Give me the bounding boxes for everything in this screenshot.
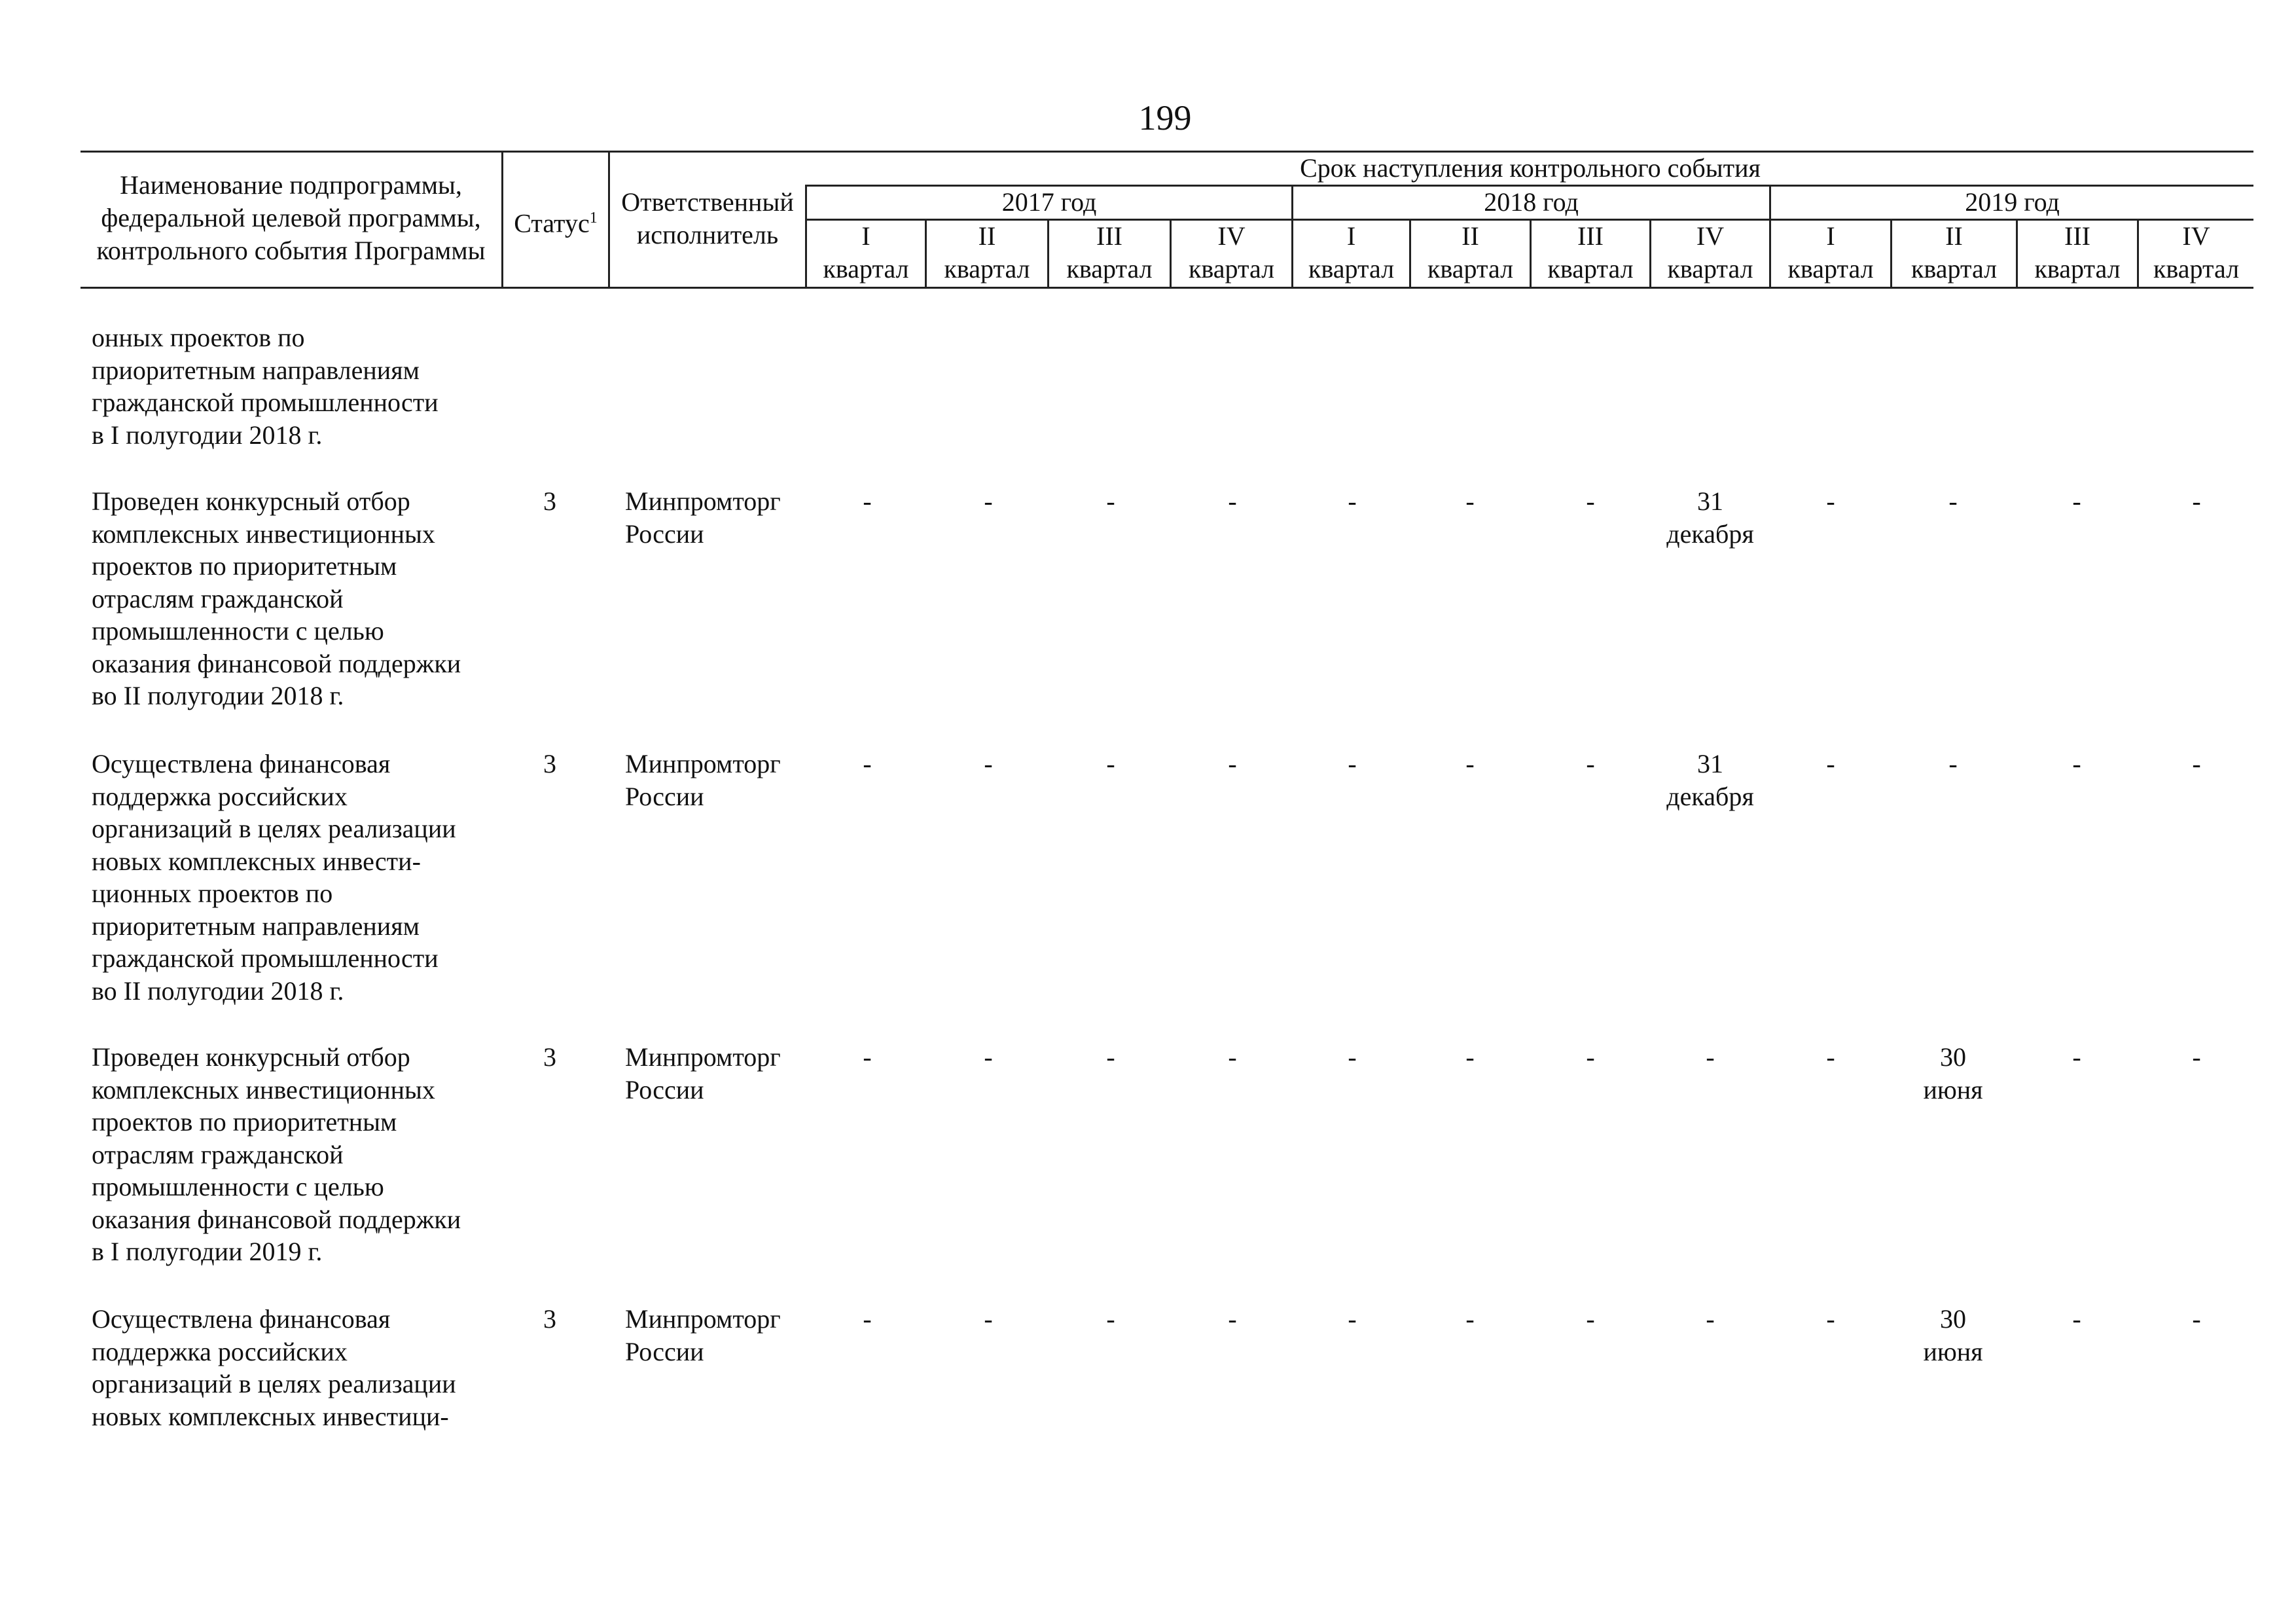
quarter-value: - — [1826, 486, 1835, 516]
quarter-value: - — [863, 1304, 872, 1334]
quarter-value: - — [2072, 1042, 2081, 1072]
quarter-word: квартал — [1787, 254, 1874, 283]
header-status-footnote: 1 — [589, 210, 598, 227]
quarter-value: - — [1465, 486, 1475, 516]
quarter-word: квартал — [1667, 254, 1753, 283]
quarter-value: - — [1465, 749, 1475, 778]
quarter-numeral: III — [1577, 221, 1604, 251]
quarter-numeral: III — [1096, 221, 1122, 251]
quarter-numeral: IV — [1696, 221, 1725, 251]
quarter-value: - — [984, 1304, 993, 1334]
quarter-value: - — [1706, 1304, 1715, 1334]
quarter-value: - — [1228, 1304, 1237, 1334]
quarter-value: - — [863, 1042, 872, 1072]
event-name: Осуществлена финансовая поддержка российских организаций в целях реализации новых комплексных инвестици- — [92, 1304, 456, 1431]
event-name: онных проектов по приоритетным направлениям гражданской промышленности в I полугодии 2018 г. — [92, 323, 439, 450]
quarter-value: - — [1948, 486, 1958, 516]
quarter-value: - — [2192, 1042, 2201, 1072]
quarter-value: - — [2072, 1304, 2081, 1334]
quarter-header — [1651, 220, 1769, 285]
quarter-numeral: II — [978, 221, 996, 251]
quarter-value: - — [2192, 749, 2201, 778]
quarter-value: - — [1826, 1304, 1835, 1334]
quarter-numeral: IV — [1217, 221, 1246, 251]
event-executor: Минпромторг России — [625, 1042, 781, 1104]
quarter-value: - — [1586, 1042, 1595, 1072]
quarter-word: квартал — [1910, 254, 1998, 283]
quarter-word: квартал — [2153, 254, 2240, 283]
quarter-value: 30 июня — [1923, 1304, 1983, 1366]
quarter-header — [2018, 220, 2137, 285]
event-status: 3 — [543, 749, 556, 778]
quarter-value: - — [863, 486, 872, 516]
quarter-header — [1411, 220, 1530, 285]
quarter-value: - — [1106, 1304, 1115, 1334]
header-status-label: Статус — [514, 208, 590, 238]
header-name-column: Наименование подпрограммы, федеральной целевой программы, контрольного события Программы — [96, 170, 486, 265]
quarter-value: - — [1228, 486, 1237, 516]
quarter-value: 31 декабря — [1666, 749, 1754, 811]
quarter-value: - — [1826, 1042, 1835, 1072]
header-year-2018: 2018 год — [1484, 187, 1579, 217]
quarter-value: - — [1586, 1304, 1595, 1334]
quarter-word: квартал — [944, 254, 1030, 283]
event-executor: Минпромторг России — [625, 749, 781, 811]
quarter-value: - — [2192, 1304, 2201, 1334]
quarter-value: - — [1586, 749, 1595, 778]
quarter-value: - — [1706, 1042, 1715, 1072]
quarter-value: - — [1228, 749, 1237, 778]
quarter-value: - — [1348, 1304, 1357, 1334]
quarter-value: - — [1106, 1042, 1115, 1072]
quarter-word: квартал — [1066, 254, 1153, 283]
quarter-header — [1771, 220, 1890, 285]
quarter-value: - — [863, 749, 872, 778]
quarter-word: квартал — [2034, 254, 2121, 283]
quarter-header — [807, 220, 925, 285]
quarter-word: квартал — [1427, 254, 1514, 283]
quarter-header — [1049, 220, 1170, 285]
quarter-word: квартал — [1188, 254, 1275, 283]
quarter-numeral: II — [1462, 221, 1479, 251]
quarter-value: - — [2072, 486, 2081, 516]
event-name: Проведен конкурсный отбор комплексных инвестиционных проектов по приоритетным отраслям гражданской промышленности с целью оказания финансовой поддержки во II полугодии 2018 г. — [92, 486, 461, 710]
quarter-value: - — [1348, 1042, 1357, 1072]
page-number: 199 — [1138, 98, 1192, 137]
quarter-value: - — [1348, 486, 1357, 516]
header-status-column — [503, 202, 608, 240]
quarter-value: - — [1106, 486, 1115, 516]
header-deadline: Срок наступления контрольного события — [1300, 153, 1761, 183]
quarter-numeral: I — [1826, 221, 1835, 251]
quarter-numeral: IV — [2182, 221, 2210, 251]
event-status: 3 — [543, 486, 556, 516]
event-executor: Минпромторг России — [625, 486, 781, 549]
event-name: Осуществлена финансовая поддержка российских организаций в целях реализации новых комплексных инвести- ционных проектов по приоритетным направлениям гражданской промышленности во II полугодии 2018 г. — [92, 749, 456, 1006]
quarter-value: - — [1948, 749, 1958, 778]
quarter-word: квартал — [1308, 254, 1395, 283]
quarter-word: квартал — [823, 254, 909, 283]
quarter-value: - — [1465, 1042, 1475, 1072]
quarter-word: квартал — [1547, 254, 1634, 283]
quarter-numeral: I — [1346, 221, 1356, 251]
quarter-value: - — [1348, 749, 1357, 778]
header-year-2019: 2019 год — [1965, 187, 2060, 217]
quarter-value: - — [1228, 1042, 1237, 1072]
event-name: Проведен конкурсный отбор комплексных инвестиционных проектов по приоритетным отраслям гражданской промышленности с целью оказания финансовой поддержки в I полугодии 2019 г. — [92, 1042, 461, 1266]
event-status: 3 — [543, 1042, 556, 1072]
quarter-value: - — [1586, 486, 1595, 516]
quarter-value: - — [1106, 749, 1115, 778]
quarter-value: - — [984, 749, 993, 778]
quarter-numeral: III — [2064, 221, 2090, 251]
quarter-header — [2139, 220, 2253, 285]
quarter-header — [1293, 220, 1409, 285]
quarter-value: - — [2192, 486, 2201, 516]
quarter-value: - — [2072, 749, 2081, 778]
quarter-value: - — [984, 1042, 993, 1072]
quarter-value: 30 июня — [1923, 1042, 1983, 1104]
quarter-header — [927, 220, 1047, 285]
quarter-value: 31 декабря — [1666, 486, 1754, 549]
header-year-2017: 2017 год — [1001, 187, 1097, 217]
quarter-value: - — [1826, 749, 1835, 778]
event-executor: Минпромторг России — [625, 1304, 781, 1366]
header-executor-column: Ответственный исполнитель — [621, 187, 794, 249]
table-header — [81, 151, 2253, 289]
quarter-header — [1532, 220, 1649, 285]
quarter-numeral: II — [1945, 221, 1963, 251]
quarter-value: - — [984, 486, 993, 516]
quarter-numeral: I — [861, 221, 870, 251]
event-status: 3 — [543, 1304, 556, 1334]
quarter-header — [1892, 220, 2016, 285]
quarter-header — [1172, 220, 1291, 285]
quarter-value: - — [1465, 1304, 1475, 1334]
